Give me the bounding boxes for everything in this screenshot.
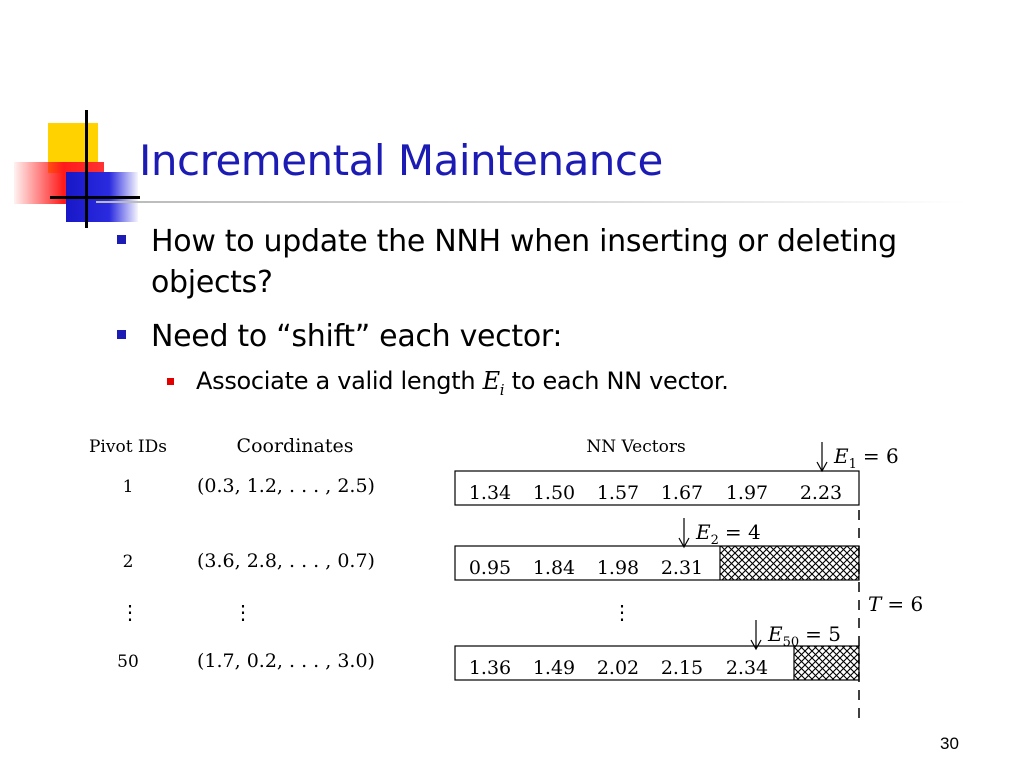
header-pivot-ids: Pivot IDs bbox=[88, 437, 168, 457]
slide-title: Incremental Maintenance bbox=[139, 136, 663, 185]
valid-length-label: $E_2 = 4$ bbox=[696, 520, 761, 548]
vector-value: 1.49 bbox=[532, 657, 576, 679]
coordinates: (0.3, 1.2, . . . , 2.5) bbox=[197, 475, 375, 497]
vector-value: 1.57 bbox=[596, 482, 640, 504]
vector-value: 1.67 bbox=[660, 482, 704, 504]
valid-length-label: $E_1 = 6$ bbox=[834, 444, 899, 472]
pivot-id: 50 bbox=[117, 652, 139, 672]
math-sub: i bbox=[499, 380, 505, 399]
math-var: E bbox=[482, 367, 500, 395]
bullet-1-text: How to update the NNH when inserting or deleting objects? bbox=[151, 224, 897, 300]
ellipsis-id: ⋮ bbox=[120, 600, 140, 624]
coordinates: (1.7, 0.2, . . . , 3.0) bbox=[197, 650, 375, 672]
vector-value: 2.34 bbox=[725, 657, 769, 679]
vector-value: 1.84 bbox=[532, 557, 576, 579]
sub-bullet-after: to each NN vector. bbox=[504, 367, 729, 395]
vector-value: 1.98 bbox=[596, 557, 640, 579]
sub-bullet-before: Associate a valid length bbox=[196, 367, 483, 395]
vector-value: 1.34 bbox=[468, 482, 512, 504]
vector-value: 1.50 bbox=[532, 482, 576, 504]
valid-length-label: $E_{50} = 5$ bbox=[768, 622, 841, 650]
vector-box bbox=[455, 471, 859, 505]
coordinates: (3.6, 2.8, . . . , 0.7) bbox=[197, 550, 375, 572]
header-nn-vectors: NN Vectors bbox=[586, 437, 686, 457]
vector-value: 2.15 bbox=[660, 657, 704, 679]
ellipsis-coords: ⋮ bbox=[233, 600, 253, 624]
threshold-label: T = 6 bbox=[868, 592, 924, 616]
vector-value: 2.23 bbox=[799, 482, 843, 504]
vector-value: 1.97 bbox=[725, 482, 769, 504]
ellipsis-vectors: ⋮ bbox=[612, 600, 632, 624]
header-coordinates: Coordinates bbox=[236, 435, 354, 457]
vector-value: 2.31 bbox=[660, 557, 704, 579]
pivot-id: 2 bbox=[122, 552, 134, 572]
bullet-2-text: Need to “shift” each vector: bbox=[151, 319, 563, 354]
page-number: 30 bbox=[940, 734, 959, 753]
invalid-region bbox=[720, 546, 859, 580]
vector-rows bbox=[117, 442, 899, 680]
vector-value: 0.95 bbox=[468, 557, 512, 579]
vector-value: 1.36 bbox=[468, 657, 512, 679]
invalid-region bbox=[794, 646, 859, 680]
pivot-id: 1 bbox=[122, 477, 134, 497]
vector-value: 2.02 bbox=[596, 657, 640, 679]
